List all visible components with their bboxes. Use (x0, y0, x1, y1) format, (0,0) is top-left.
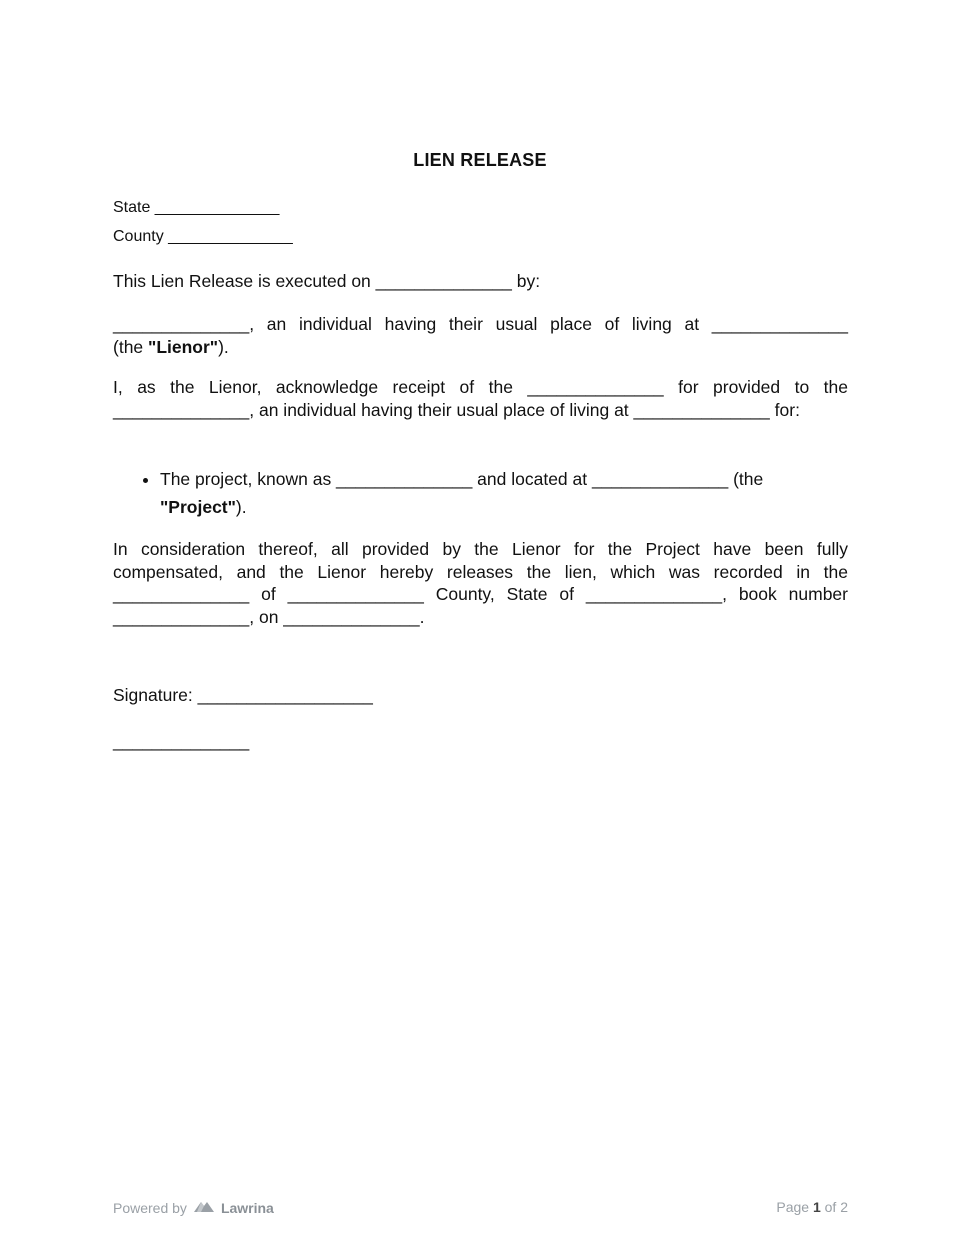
lienor-defined-term: "Lienor" (148, 336, 219, 357)
county-field: County ______________ (113, 228, 293, 245)
document-title: LIEN RELEASE (413, 150, 547, 170)
lienor-paragraph (113, 313, 848, 358)
signature-line (113, 684, 848, 707)
state-field: State ______________ (113, 199, 280, 216)
signature-text: Signature: __________________ (113, 685, 373, 705)
project-defined-term: "Project" (160, 497, 236, 517)
lawrina-logo-icon (193, 1199, 215, 1216)
name-blank: ______________ (113, 731, 250, 751)
brand-name: Lawrina (220, 1199, 274, 1216)
executed-text: This Lien Release is executed on ______________ by: (113, 271, 541, 291)
powered-by-text: Powered by (113, 1199, 187, 1216)
footer-powered-by (113, 1199, 274, 1216)
acknowledgement-paragraph (113, 376, 848, 421)
project-list-item: • The project, known as ______________ and located at ______________ (the "Project"). (160, 465, 848, 521)
acknowledgement-text: I, as the Lienor, acknowledge receipt of the ______________ for provided to the ______________, an individual having their usual place of living at ______________ for: (113, 377, 848, 420)
consideration-text: In consideration thereof, all provided by the Lienor for the Project have been fully compensated, and the Lienor hereby releases the lien, which was recorded in the ______________ of ______________ County, State of ______________, book number ______________, on ______________. (113, 539, 848, 628)
lienor-definition: (the "Lienor"). (113, 336, 229, 357)
page-indicator: Page 1 of 2 (776, 1199, 848, 1215)
executed-paragraph (113, 270, 848, 293)
current-page-number: 1 (812, 1199, 821, 1215)
project-list (113, 465, 848, 521)
lienor-text: ______________, an individual having their usual place of living at ______________ (113, 314, 848, 334)
consideration-paragraph (113, 538, 848, 629)
name-line (113, 730, 848, 753)
